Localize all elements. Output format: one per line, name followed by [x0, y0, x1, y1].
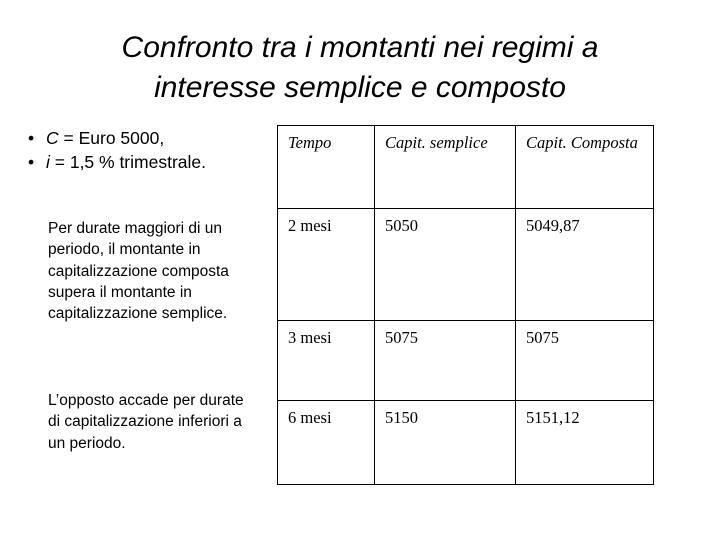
header-capit-composta: Capit. Composta	[516, 126, 654, 209]
paragraph-longer-durations: Per durate maggiori di un periodo, il montante in capitalizzazione composta supera il montante in capitalizzazione semplice.	[48, 220, 229, 323]
rate-symbol: i	[46, 152, 50, 172]
cell-composta: 5075	[516, 321, 654, 401]
header-capit-semplice: Capit. semplice	[375, 126, 516, 209]
table-row	[278, 321, 654, 401]
comparison-table	[277, 125, 654, 485]
capital-value: = Euro 5000,	[58, 128, 165, 148]
capital-symbol: C	[46, 128, 59, 148]
cell-semplice: 5150	[375, 401, 516, 485]
slide-title-line-2: interesse semplice e composto	[154, 71, 566, 104]
table-row	[278, 401, 654, 485]
paragraph-shorter-durations: L’opposto accade per durate di capitalizzazione inferiori a un periodo.	[48, 392, 244, 452]
cell-tempo: 2 mesi	[278, 209, 375, 321]
rate-value: = 1,5 % trimestrale.	[49, 152, 206, 172]
cell-tempo: 3 mesi	[278, 321, 375, 401]
bullet-capital	[28, 126, 273, 150]
header-tempo: Tempo	[278, 126, 375, 209]
cell-composta: 5151,12	[516, 401, 654, 485]
table-row	[278, 209, 654, 321]
bullet-dot-icon: •	[28, 152, 35, 172]
cell-semplice: 5075	[375, 321, 516, 401]
table-header-row	[278, 126, 654, 209]
bullet-dot-icon: •	[28, 128, 35, 148]
slide-title	[60, 28, 660, 108]
cell-composta: 5049,87	[516, 209, 654, 321]
cell-tempo: 6 mesi	[278, 401, 375, 485]
parameter-list	[28, 126, 273, 174]
bullet-rate	[28, 150, 273, 174]
slide-title-line-1: Confronto tra i montanti nei regimi a	[121, 31, 599, 64]
cell-semplice: 5050	[375, 209, 516, 321]
